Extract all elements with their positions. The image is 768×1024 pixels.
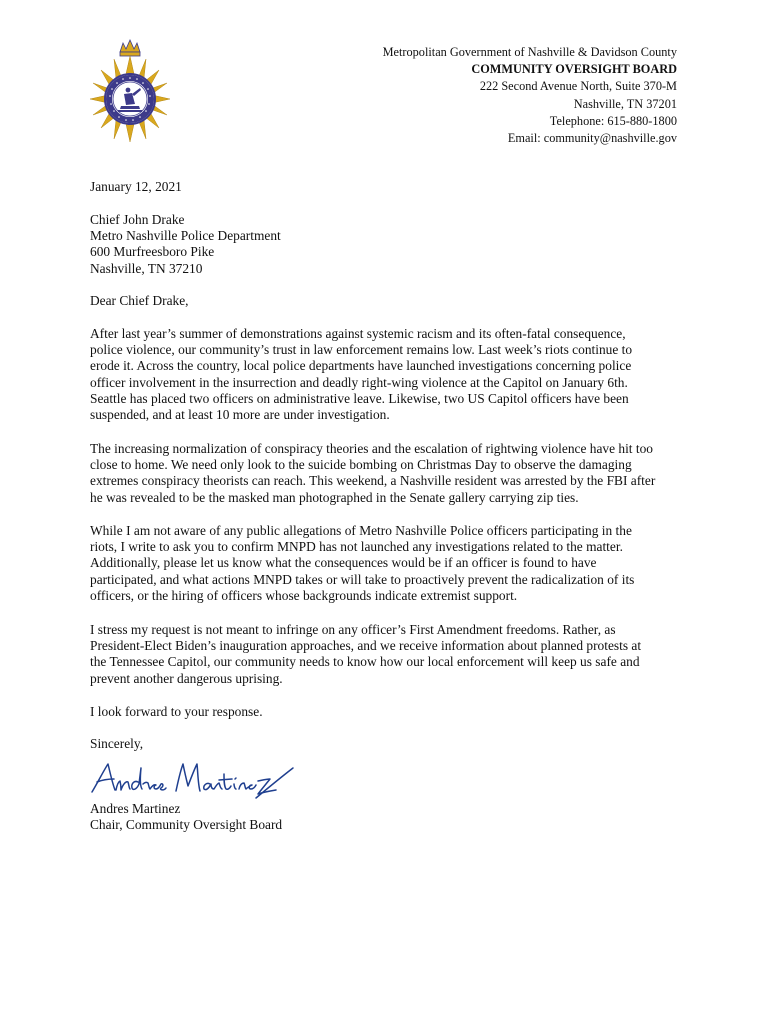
- letterhead-address: 222 Second Avenue North, Suite 370-M: [479, 79, 677, 94]
- paragraph-line: the Tennessee Capitol, our community needs to know how our local enforcement will keep us safe and: [90, 654, 640, 670]
- metro-nashville-seal-logo: [88, 38, 172, 148]
- salutation: Dear Chief Drake,: [90, 293, 189, 308]
- paragraph-line: erode it. Across the country, local police departments have launched investigations concerning police: [90, 358, 632, 374]
- paragraph-line: participated, and what actions MNPD takes or will take to proactively prevent the radicalization of its: [90, 571, 635, 587]
- paragraph-line: I stress my request is not meant to infringe on any officer’s First Amendment freedoms. Rather, as: [90, 622, 616, 637]
- letterhead-telephone: Telephone: 615-880-1800: [549, 113, 677, 128]
- paragraph-5: [90, 704, 690, 720]
- paragraph-1: [90, 326, 690, 423]
- paragraph-line: officers, or the hiring of officers whose backgrounds indicate extremist support.: [90, 587, 518, 603]
- paragraph-line: extremes conspiracy theorists can reach. This weekend, a Nashville resident was arrested by the FBI after: [90, 473, 656, 489]
- letter-date: January 12, 2021: [90, 179, 182, 194]
- recipient-name: Chief John Drake: [90, 212, 185, 227]
- paragraph-3: [90, 523, 690, 604]
- letterhead: [383, 44, 677, 147]
- recipient-address-block: [90, 212, 690, 277]
- letterhead-board-name: COMMUNITY OVERSIGHT BOARD: [471, 62, 677, 77]
- signer-name: Andres Martinez: [90, 801, 181, 816]
- paragraph-line: President-Elect Biden’s inauguration approaches, and we receive information about planned protests at: [90, 638, 642, 654]
- letterhead-city: Nashville, TN 37201: [573, 96, 677, 111]
- paragraph-line: While I am not aware of any public allegations of Metro Nashville Police officers participating in the: [90, 523, 632, 538]
- signature-block: [90, 801, 690, 833]
- paragraph-4: [90, 622, 690, 687]
- paragraph-line: riots, I write to ask you to confirm MNPD has not launched any investigations related to the matter.: [90, 539, 623, 555]
- paragraph-line: Seattle has placed two officers on administrative leave. Likewise, two US Capitol officers have been: [90, 390, 629, 406]
- paragraph-line: suspended, and at least 10 more are under investigation.: [90, 407, 390, 423]
- recipient-department: Metro Nashville Police Department: [90, 228, 281, 244]
- letterhead-organization: Metropolitan Government of Nashville & Davidson County: [382, 45, 677, 59]
- letterhead-email: Email: community@nashville.gov: [507, 131, 677, 146]
- paragraph-line: The increasing normalization of conspiracy theories and the escalation of rightwing violence have hit too: [90, 441, 653, 456]
- paragraph-line: police violence, our community’s trust in law enforcement remains low. Last week’s riots continue to: [90, 342, 633, 358]
- recipient-city: Nashville, TN 37210: [90, 260, 203, 276]
- handwritten-signature: [88, 758, 318, 802]
- paragraph-2: [90, 441, 690, 506]
- closing: Sincerely,: [90, 736, 144, 751]
- paragraph-line: I look forward to your response.: [90, 704, 263, 719]
- paragraph-line: prevent another dangerous uprising.: [90, 670, 283, 686]
- paragraph-line: he was revealed to be the masked man photographed in the Senate gallery carrying zip ties.: [90, 489, 579, 505]
- paragraph-line: close to home. We need only look to the suicide bombing on Christmas Day to observe the damaging: [90, 457, 632, 473]
- paragraph-line: After last year’s summer of demonstrations against systemic racism and its often-fatal consequence,: [90, 326, 626, 341]
- paragraph-line: officer involvement in the insurrection and deadly right-wing violence at the Capitol on January 6th.: [90, 374, 628, 390]
- signer-title: Chair, Community Oversight Board: [90, 817, 283, 833]
- paragraph-line: Additionally, please let us know what the consequences would be if an officer is found to have: [90, 555, 597, 571]
- recipient-street: 600 Murfreesboro Pike: [90, 244, 215, 260]
